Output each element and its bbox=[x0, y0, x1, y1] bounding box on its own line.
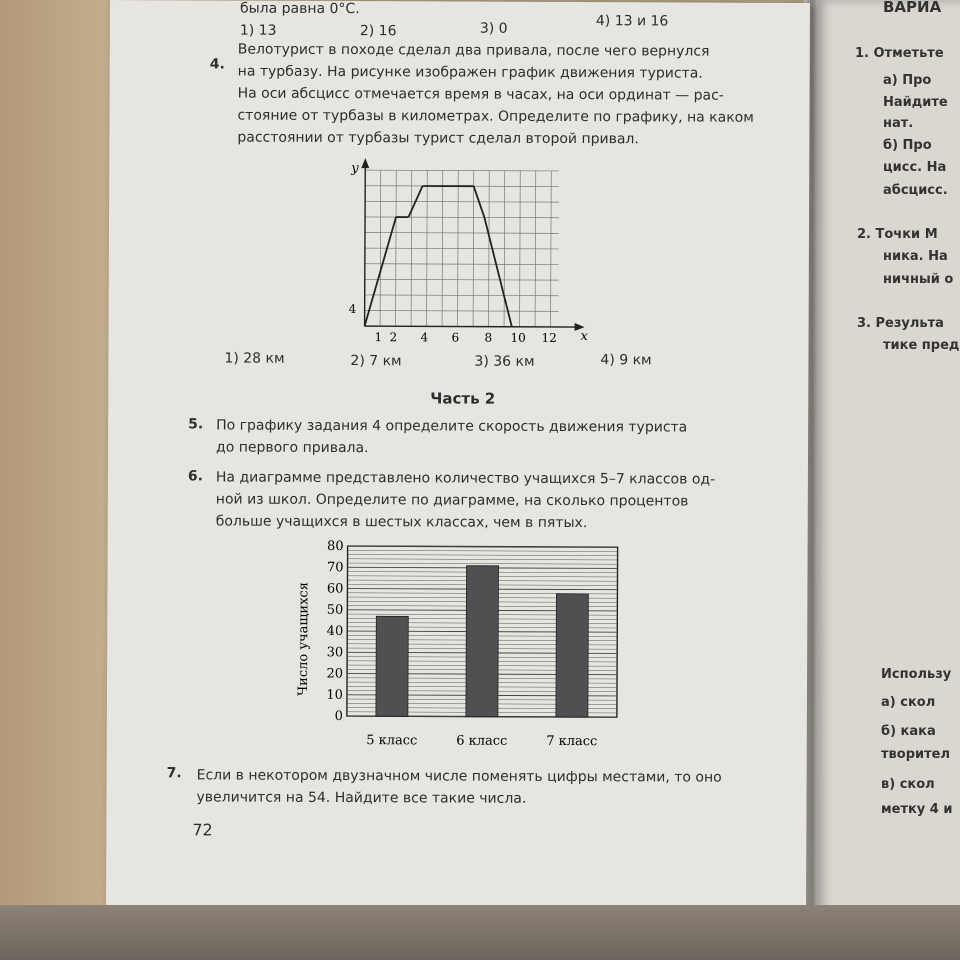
task-6-text-line: На диаграмме представлено количество учащихся 5–7 классов од- bbox=[215, 469, 716, 488]
graph-x-tick-label: 2 bbox=[389, 330, 398, 345]
graph-grid-line bbox=[365, 311, 559, 312]
students-bar-chart bbox=[287, 536, 638, 763]
right-page-line: нат. bbox=[883, 116, 914, 131]
graph-grid-line bbox=[365, 279, 559, 280]
right-page-line: тике пред bbox=[883, 338, 960, 353]
graph-grid-line bbox=[365, 217, 559, 218]
graph-grid-line bbox=[365, 233, 559, 234]
task-4-text-line: на турбазу. На рисунке изображен график движения туриста. bbox=[237, 63, 703, 82]
bar-chart-y-tick-label: 70 bbox=[326, 560, 344, 576]
graph-y-tick-label: 4 bbox=[348, 302, 357, 317]
task-4-number: 4. bbox=[209, 56, 225, 73]
bar-chart-y-tick-label: 0 bbox=[334, 708, 343, 725]
graph-x-tick-label: 4 bbox=[420, 330, 429, 345]
graph-x-axis-label: x bbox=[580, 329, 588, 345]
task-4-text-line: Велотурист в походе сделал два привала, после чего вернулся bbox=[237, 41, 710, 60]
task-4-option: 1) 28 км bbox=[224, 350, 285, 367]
graph-grid-line bbox=[365, 201, 559, 202]
previous-task-option: 1) 13 bbox=[239, 22, 277, 39]
task-5-number: 5. bbox=[188, 416, 204, 433]
bar-chart-grid-line bbox=[348, 559, 618, 560]
previous-task-option: 3) 0 bbox=[479, 20, 508, 37]
graph-grid-line bbox=[365, 264, 559, 265]
right-page-line: ничный о bbox=[883, 272, 954, 287]
bar-chart-grid-line bbox=[348, 555, 618, 556]
bar-chart-y-tick-label: 50 bbox=[326, 602, 344, 618]
bar-chart-category-label: 7 класс bbox=[546, 733, 598, 750]
bar bbox=[466, 566, 499, 717]
part-2-heading: Часть 2 bbox=[430, 389, 496, 408]
task-5-text-line: По графику задания 4 определите скорость движения туриста bbox=[216, 417, 688, 436]
right-page-line: 1. Отметьте bbox=[855, 46, 944, 61]
right-page-line: 3. Результа bbox=[857, 316, 944, 331]
task-4-option: 4) 9 км bbox=[600, 352, 652, 369]
table-edge bbox=[0, 905, 960, 960]
task-4-text-line: На оси абсцисс отмечается время в часах, на оси ординат — рас- bbox=[237, 85, 724, 104]
bar bbox=[376, 616, 408, 716]
right-page-line: а) скол bbox=[881, 695, 936, 710]
graph-grid-line bbox=[365, 248, 559, 249]
right-page bbox=[815, 0, 960, 960]
task-7-text-line: Если в некотором двузначном числе поменять цифры местами, то оно bbox=[196, 767, 722, 786]
task-6-text-line: больше учащихся в шестых классах, чем в пятых. bbox=[215, 513, 588, 532]
graph-y-axis-label: y bbox=[351, 161, 359, 177]
right-page-line: абсцисс. bbox=[883, 183, 948, 198]
bar-chart-y-tick-label: 30 bbox=[326, 645, 344, 661]
bar-chart-y-tick-label: 10 bbox=[326, 687, 344, 703]
task-4-option: 3) 36 км bbox=[474, 353, 535, 370]
bar bbox=[556, 594, 589, 717]
left-page bbox=[106, 0, 810, 923]
right-page-line: в) скол bbox=[881, 777, 935, 792]
graph-segment bbox=[484, 217, 512, 326]
bar-chart-grid-line bbox=[348, 546, 618, 547]
task-5-text-line: до первого привала. bbox=[216, 439, 369, 457]
task-7-number: 7. bbox=[166, 765, 182, 782]
right-page-line: цисс. На bbox=[883, 160, 947, 175]
right-page-line: метку 4 и bbox=[881, 802, 953, 817]
task-6-text-line: ной из школ. Определите по диаграмме, на сколько процентов bbox=[215, 491, 689, 510]
right-page-header: ВАРИА bbox=[883, 0, 942, 16]
graph-x-axis bbox=[365, 326, 579, 327]
right-page-line: творител bbox=[881, 747, 950, 762]
graph-grid-line bbox=[365, 170, 559, 171]
graph-x-tick-label: 12 bbox=[541, 330, 557, 345]
right-page-line: ника. На bbox=[883, 249, 948, 264]
task-6-number: 6. bbox=[187, 468, 204, 485]
previous-task-option: 4) 13 и 16 bbox=[595, 13, 669, 30]
bar-chart-y-axis-label: Число учащихся bbox=[295, 582, 312, 696]
bar-chart-y-tick-label: 80 bbox=[327, 538, 344, 555]
bar-chart-category-label: 6 класс bbox=[456, 733, 508, 749]
task-7-text-line: увеличится на 54. Найдите все такие числа. bbox=[196, 789, 527, 807]
graph-y-axis-arrow bbox=[361, 158, 369, 168]
graph-x-tick-label: 10 bbox=[510, 330, 526, 345]
right-page-line: 2. Точки М bbox=[857, 227, 938, 242]
task-4-option: 2) 7 км bbox=[350, 353, 402, 370]
page-number: 72 bbox=[192, 820, 213, 840]
right-page-line: Использу bbox=[881, 667, 952, 682]
right-page-line: б) кака bbox=[881, 724, 936, 739]
bar-chart-y-tick-label: 60 bbox=[326, 581, 344, 597]
bar-chart-y-tick-label: 40 bbox=[326, 623, 344, 640]
bar-chart-y-tick-label: 20 bbox=[326, 666, 344, 682]
previous-task-option: 2) 16 bbox=[359, 23, 397, 40]
graph-y-axis bbox=[365, 162, 366, 326]
bar-chart-grid-line bbox=[348, 563, 618, 564]
right-page-line: б) Про bbox=[883, 138, 932, 153]
travel-graph bbox=[338, 156, 599, 347]
graph-x-tick-label: 6 bbox=[451, 330, 460, 345]
graph-x-tick-label: 1 bbox=[374, 330, 383, 345]
previous-task-fragment: была равна 0°С. bbox=[239, 0, 360, 18]
right-page-line: а) Про bbox=[883, 73, 932, 88]
right-page-line: Найдите bbox=[883, 95, 948, 110]
bar-chart-category-label: 5 класс bbox=[366, 733, 418, 749]
bar-chart-grid-line bbox=[348, 550, 618, 551]
graph-x-tick-label: 8 bbox=[484, 330, 493, 345]
task-4-text-line: расстоянии от турбазы турист сделал второй привал. bbox=[237, 129, 639, 148]
graph-grid-line bbox=[365, 295, 559, 296]
task-4-text-line: стояние от турбазы в километрах. Определите по графику, на каком bbox=[237, 107, 754, 126]
